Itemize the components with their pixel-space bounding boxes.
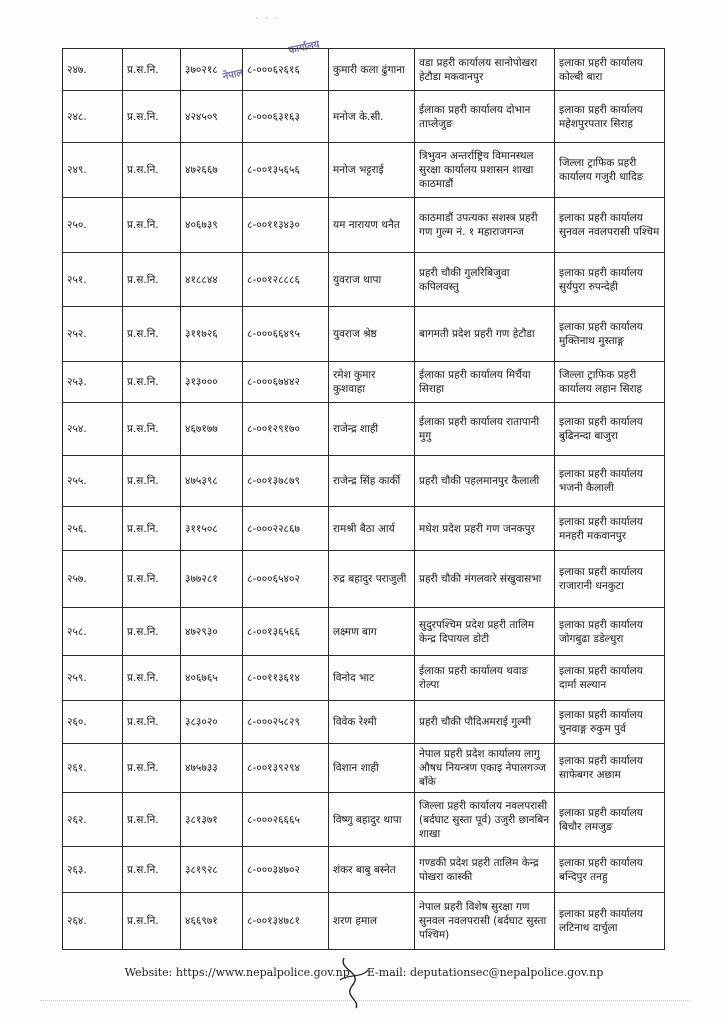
posted-office-cell: इलाका प्रहरी कार्यालय बुढिनन्दा बाजुरा xyxy=(555,403,665,456)
serial-number-cell: २५९. xyxy=(63,656,123,701)
officer-name-cell: राजेन्द्र सिंह कार्की xyxy=(329,456,415,507)
table-row xyxy=(63,91,665,143)
serial-number-cell: २४८. xyxy=(63,91,123,143)
posted-office-cell: इलाका प्रहरी कार्यालय सुर्यपुरा रुपन्देही xyxy=(555,253,665,307)
personnel-id-cell: ३७७२८१ xyxy=(181,551,243,608)
code-number-cell: ८-००१२८८८६ xyxy=(243,253,329,307)
current-office-cell: ईलाका प्रहरी कार्यालय मिर्चैया सिराहा xyxy=(415,362,555,403)
personnel-id-cell: ३८१९२८ xyxy=(181,847,243,893)
personnel-id-cell: ४२४५०९ xyxy=(181,91,243,143)
table-row xyxy=(63,307,665,362)
current-office-cell: प्रहरी चौकी पहलमानपुर कैलाली xyxy=(415,456,555,507)
table-row xyxy=(63,362,665,403)
serial-number-cell: २५१. xyxy=(63,253,123,307)
personnel-id-cell: ४०६७६५ xyxy=(181,656,243,701)
serial-number-cell: २६०. xyxy=(63,701,123,744)
code-number-cell: ८-००१३७८७९ xyxy=(243,456,329,507)
footer-email[interactable]: E-mail: deputationsec@nepalpolice.gov.np xyxy=(366,966,604,979)
table-row xyxy=(63,847,665,893)
current-office-cell: मधेश प्रदेश प्रहरी गण जनकपुर xyxy=(415,507,555,551)
stamp-text-right: कार्यालय xyxy=(287,39,321,57)
personnel-id-cell: ३८१३७१ xyxy=(181,793,243,847)
code-number-cell: ८-००१३६५६६ xyxy=(243,608,329,656)
current-office-cell: सुदुरपश्चिम प्रदेश प्रहरी तालिम केन्द्र दिपायल डोटी xyxy=(415,608,555,656)
current-office-cell: प्रहरी चौकी पौदिअमराई गुल्मी xyxy=(415,701,555,744)
personnel-id-cell: ४६६९७१ xyxy=(181,893,243,950)
personnel-id-cell: ४७५७३३ xyxy=(181,744,243,793)
code-number-cell: ८-००१३४७८१ xyxy=(243,893,329,950)
rank-cell: प्र.स.नि. xyxy=(123,49,181,91)
current-office-cell: ईलाका प्रहरी कार्यालय रातापानी मुगु xyxy=(415,403,555,456)
serial-number-cell: २५८. xyxy=(63,608,123,656)
page-footer xyxy=(0,966,728,979)
code-number-cell: ८-०००२५८२९ xyxy=(243,701,329,744)
footer-website[interactable]: Website: https://www.nepalpolice.gov.np xyxy=(124,966,350,979)
table-row xyxy=(63,793,665,847)
posted-office-cell: इलाका प्रहरी कार्यालय दार्मा सल्यान xyxy=(555,656,665,701)
posted-office-cell: इलाका प्रहरी कार्यालय जोगबुढा डडेल्धुरा xyxy=(555,608,665,656)
serial-number-cell: २५७. xyxy=(63,551,123,608)
serial-number-cell: २५०. xyxy=(63,198,123,253)
table-row xyxy=(63,143,665,198)
transfer-table xyxy=(62,48,665,950)
personnel-id-cell: ४०६७३९ xyxy=(181,198,243,253)
scan-dots xyxy=(40,1000,690,1007)
rank-cell: प्र.स.नि. xyxy=(123,198,181,253)
personnel-id-cell: ३१३००० xyxy=(181,362,243,403)
current-office-cell: त्रिभुवन अन्तर्राष्ट्रिय विमानस्थल सुरक्षा कार्यालय प्रशासन शाखा काठमाडौं xyxy=(415,143,555,198)
current-office-cell: ईलाका प्रहरी कार्यालय थवाङ रोल्पा xyxy=(415,656,555,701)
serial-number-cell: २५३. xyxy=(63,362,123,403)
serial-number-cell: २५५. xyxy=(63,456,123,507)
officer-name-cell: रमेश कुमार कुशवाहा xyxy=(329,362,415,403)
personnel-id-cell: ३११७२६ xyxy=(181,307,243,362)
personnel-id-cell: ४१८८४४ xyxy=(181,253,243,307)
code-number-cell: ८-०००६६४९५ xyxy=(243,307,329,362)
personnel-id-cell: ४७२९३० xyxy=(181,608,243,656)
officer-name-cell: शरण हमाल xyxy=(329,893,415,950)
officer-name-cell: रामश्री बैठा आर्य xyxy=(329,507,415,551)
officer-name-cell: विशान शाही xyxy=(329,744,415,793)
officer-name-cell: विवेक रेश्मी xyxy=(329,701,415,744)
rank-cell: प्र.स.नि. xyxy=(123,91,181,143)
posted-office-cell: जिल्ला ट्राफिक प्रहरी कार्यालय गजुरी धादिङ xyxy=(555,143,665,198)
rank-cell: प्र.स.नि. xyxy=(123,507,181,551)
table-row xyxy=(63,507,665,551)
personnel-id-cell: ४७२६६७ xyxy=(181,143,243,198)
current-office-cell: बागमती प्रदेश प्रहरी गण हेटौडा xyxy=(415,307,555,362)
serial-number-cell: २४९. xyxy=(63,143,123,198)
serial-number-cell: २५६. xyxy=(63,507,123,551)
personnel-id-cell: ४७५३९८ xyxy=(181,456,243,507)
serial-number-cell: २५४. xyxy=(63,403,123,456)
serial-number-cell: २६३. xyxy=(63,847,123,893)
rank-cell: प्र.स.नि. xyxy=(123,793,181,847)
code-number-cell: ८-०००६७४४२ xyxy=(243,362,329,403)
posted-office-cell: इलाका प्रहरी कार्यालय मनहरी मकवानपुर xyxy=(555,507,665,551)
posted-office-cell: इलाका प्रहरी कार्यालय साफेबगर अछाम xyxy=(555,744,665,793)
personnel-id-cell: ३८३०२० xyxy=(181,701,243,744)
table-row xyxy=(63,253,665,307)
serial-number-cell: २६१. xyxy=(63,744,123,793)
officer-name-cell: विष्णु बहादुर थापा xyxy=(329,793,415,847)
current-office-cell: प्रहरी चौकी मंगलवारे संखुवासभा xyxy=(415,551,555,608)
rank-cell: प्र.स.नि. xyxy=(123,847,181,893)
rank-cell: प्र.स.नि. xyxy=(123,744,181,793)
code-number-cell: ८-०००६२६१६ xyxy=(243,49,329,91)
table-row xyxy=(63,656,665,701)
personnel-id-cell: ४६७१७७ xyxy=(181,403,243,456)
personnel-id-cell: ३११५०८ xyxy=(181,507,243,551)
rank-cell: प्र.स.नि. xyxy=(123,701,181,744)
current-office-cell: प्रहरी चौकी गुलरिबिजुवा कपिलवस्तु xyxy=(415,253,555,307)
current-office-cell: ईलाका प्रहरी कार्यालय दोभान ताप्लेजुङ xyxy=(415,91,555,143)
code-number-cell: ८-०००३४७०२ xyxy=(243,847,329,893)
code-number-cell: ८-००१३५६५६ xyxy=(243,143,329,198)
personnel-id-cell: ३७०२१८ xyxy=(181,49,243,91)
table-row xyxy=(63,198,665,253)
code-number-cell: ८-०००२२८६७ xyxy=(243,507,329,551)
table-row xyxy=(63,744,665,793)
posted-office-cell: इलाका प्रहरी कार्यालय मुक्तिनाथ मुस्ताङ्ग xyxy=(555,307,665,362)
code-number-cell: ८-००११३४३० xyxy=(243,198,329,253)
table-row xyxy=(63,893,665,950)
serial-number-cell: २५२. xyxy=(63,307,123,362)
stamp-text-left: नेपाल xyxy=(221,67,245,83)
current-office-cell: नेपाल प्रहरी प्रदेश कार्यालय लागु औषध नियन्त्रण एकाइ नेपालगञ्ज बाँके xyxy=(415,744,555,793)
table-row xyxy=(63,701,665,744)
current-office-cell: नेपाल प्रहरी विशेष सुरक्षा गण सुनवल नवलपरासी (बर्दघाट सुस्ता पश्चिम) xyxy=(415,893,555,950)
table-row xyxy=(63,551,665,608)
officer-name-cell: रुद्र बहादुर पराजुली xyxy=(329,551,415,608)
posted-office-cell: इलाका प्रहरी कार्यालय महेशपुरपतार सिराह xyxy=(555,91,665,143)
officer-name-cell: राजेन्द्र शाही xyxy=(329,403,415,456)
officer-name-cell: मनोज भट्टराई xyxy=(329,143,415,198)
rank-cell: प्र.स.नि. xyxy=(123,307,181,362)
rank-cell: प्र.स.नि. xyxy=(123,551,181,608)
posted-office-cell: इलाका प्रहरी कार्यालय सुनवल नवलपरासी पश्चिम xyxy=(555,198,665,253)
posted-office-cell: इलाका प्रहरी कार्यालय बिचौर लमजुङ xyxy=(555,793,665,847)
rank-cell: प्र.स.नि. xyxy=(123,456,181,507)
posted-office-cell: इलाका प्रहरी कार्यालय चुनवाङ्ग रुकुम पुर्व xyxy=(555,701,665,744)
code-number-cell: ८-००१२९१७० xyxy=(243,403,329,456)
rank-cell: प्र.स.नि. xyxy=(123,253,181,307)
code-number-cell: ८-०००६३१६३ xyxy=(243,91,329,143)
current-office-cell: वडा प्रहरी कार्यालय सानोपोखरा हेटौडा मकवानपुर xyxy=(415,49,555,91)
current-office-cell: जिल्ला प्रहरी कार्यालय नवलपरासी (बर्दघाट सुस्ता पूर्व) उजुरी छानबिन शाखा xyxy=(415,793,555,847)
officer-name-cell: विनोद भाट xyxy=(329,656,415,701)
scan-marks: · · · xyxy=(255,14,280,24)
officer-name-cell: युवराज श्रेष्ठ xyxy=(329,307,415,362)
code-number-cell: ८-०००२६६६५ xyxy=(243,793,329,847)
officer-name-cell: शंकर बाबु बस्नेत xyxy=(329,847,415,893)
serial-number-cell: २६२. xyxy=(63,793,123,847)
posted-office-cell: इलाका प्रहरी कार्यालय भजनी कैलाली xyxy=(555,456,665,507)
officer-name-cell: कुमारी कला ढुंगाना xyxy=(329,49,415,91)
rank-cell: प्र.स.नि. xyxy=(123,656,181,701)
current-office-cell: काठमाडौं उपत्यका सशस्त्र प्रहरी गण गुल्म नं. १ महाराजगन्ज xyxy=(415,198,555,253)
posted-office-cell: जिल्ला ट्राफिक प्रहरी कार्यालय लहान सिराह xyxy=(555,362,665,403)
current-office-cell: गण्डकी प्रदेश प्रहरी तालिम केन्द्र पोखरा कास्की xyxy=(415,847,555,893)
posted-office-cell: इलाका प्रहरी कार्यालय राजारानी धनकुटा xyxy=(555,551,665,608)
rank-cell: प्र.स.नि. xyxy=(123,143,181,198)
rank-cell: प्र.स.नि. xyxy=(123,403,181,456)
serial-number-cell: २६४. xyxy=(63,893,123,950)
posted-office-cell: इलाका प्रहरी कार्यालय बन्दिपुर तनहु xyxy=(555,847,665,893)
rank-cell: प्र.स.नि. xyxy=(123,362,181,403)
officer-name-cell: लक्ष्मण बाग xyxy=(329,608,415,656)
code-number-cell: ८-०००६५४०२ xyxy=(243,551,329,608)
officer-name-cell: युवराज थापा xyxy=(329,253,415,307)
code-number-cell: ८-००१३९२९४ xyxy=(243,744,329,793)
rank-cell: प्र.स.नि. xyxy=(123,608,181,656)
serial-number-cell: २४७. xyxy=(63,49,123,91)
table-row xyxy=(63,456,665,507)
table-row xyxy=(63,608,665,656)
posted-office-cell: इलाका प्रहरी कार्यालय लटिनाथ दार्चुला xyxy=(555,893,665,950)
table-row xyxy=(63,49,665,91)
officer-name-cell: मनोज के.सी. xyxy=(329,91,415,143)
rank-cell: प्र.स.नि. xyxy=(123,893,181,950)
table-row xyxy=(63,403,665,456)
code-number-cell: ८-००११३६१४ xyxy=(243,656,329,701)
officer-name-cell: यम नारायण थनैत xyxy=(329,198,415,253)
posted-office-cell: इलाका प्रहरी कार्यालय कोल्बी बारा xyxy=(555,49,665,91)
